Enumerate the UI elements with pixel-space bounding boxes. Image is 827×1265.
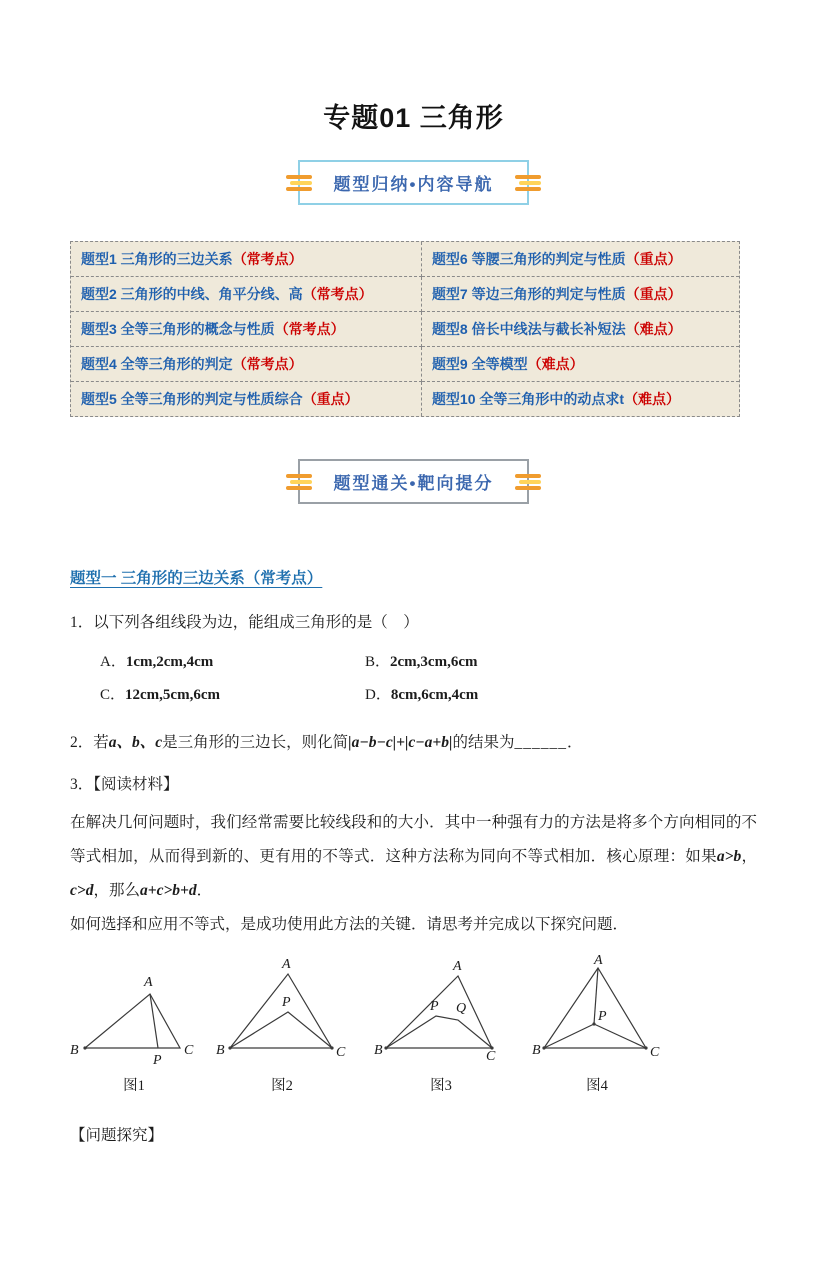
vertex-label-b: B (374, 1043, 383, 1058)
vertex-label-a: A (594, 954, 603, 968)
topic-name: 题型6 等腰三角形的判定与性质 (431, 251, 626, 267)
table-row (422, 277, 739, 312)
vertex-label-p: P (430, 999, 439, 1014)
banner-practice-label: 题型通关•靶向提分 (333, 474, 494, 493)
triangle-diagram-1 (70, 954, 198, 1072)
option-c (100, 683, 365, 704)
table-row (422, 382, 739, 416)
option-value: 1cm,2cm,4cm (125, 654, 214, 670)
topic-tag: （常考点） (232, 251, 303, 267)
topic-name: 题型7 等边三角形的判定与性质 (431, 286, 626, 302)
figure-caption: 图1 (123, 1078, 145, 1094)
method-hint-paragraph: 如何选择和应用不等式，是成功使用此方法的关键．请思考并完成以下探究问题． (70, 916, 629, 933)
question-3-stem: 3．【阅读材料】 (70, 776, 179, 793)
option-value: 2cm,3cm,6cm (390, 654, 478, 670)
vertex-label-c: C (486, 1049, 496, 1064)
topic-tag: （常考点） (274, 321, 345, 337)
banner-nav-label: 题型归纳•内容导航 (333, 175, 494, 194)
table-row (71, 347, 422, 382)
banner-nav-wrap (70, 160, 757, 205)
table-row (71, 382, 422, 416)
triple-bar-icon (286, 175, 312, 191)
topic-tag: （重点） (625, 251, 682, 267)
q3-text: ， (741, 848, 757, 865)
topic-tag: （难点） (625, 321, 682, 337)
vertex-label-p: P (282, 995, 291, 1010)
q3-text: ，那么 (93, 882, 140, 899)
option-row (100, 677, 757, 710)
vertex-label-c: C (650, 1045, 660, 1060)
table-row (71, 312, 422, 347)
section-heading: 题型一 三角形的三边关系（常考点） (70, 570, 323, 587)
topic-tag: （常考点） (232, 356, 303, 372)
topic-name: 题型5 全等三角形的判定与性质综合 (81, 391, 303, 407)
q2-math-expression: |a−b−c|+|c−a+b| (348, 734, 453, 751)
question-2-stem (70, 730, 757, 752)
q2-text: 2．若 (70, 734, 109, 751)
topic-tag: （难点） (527, 356, 584, 372)
topics-table (70, 241, 740, 417)
vertex-label-q: Q (456, 1001, 467, 1016)
q2-text: 是三角形的三边长，则化简 (162, 734, 349, 751)
vertex-label-c: C (184, 1043, 194, 1058)
option-letter: A． (100, 654, 126, 670)
reading-material-paragraph (70, 806, 757, 908)
vertex-label-p: P (598, 1009, 607, 1024)
triple-bar-icon (515, 175, 541, 191)
option-letter: D． (365, 687, 391, 703)
q3-math-a-gt-b: a>b (716, 848, 742, 865)
option-row (100, 644, 757, 677)
figure-1 (70, 954, 198, 1095)
triangle-diagram-3 (374, 954, 508, 1072)
vertex-label-a: A (453, 959, 462, 974)
table-row (71, 242, 422, 277)
vertex-label-b: B (532, 1043, 541, 1058)
table-row (422, 312, 739, 347)
banner-nav (298, 160, 530, 205)
question-1-stem: 1．以下列各组线段为边，能组成三角形的是（ ） (70, 614, 419, 631)
q2-math-abc: a、b、c (108, 734, 163, 751)
topic-name: 题型4 全等三角形的判定 (81, 356, 233, 372)
option-b (365, 650, 630, 671)
q3-text: ． (196, 882, 213, 899)
option-d (365, 683, 630, 704)
q2-text: 的结果为 (452, 734, 515, 751)
topic-name: 题型1 三角形的三边关系 (81, 251, 233, 267)
topic-name: 题型2 三角形的中线、角平分线、高 (81, 286, 303, 302)
triangle-diagram-4 (532, 954, 662, 1072)
option-letter: C． (100, 687, 126, 703)
figure-caption: 图3 (430, 1078, 452, 1094)
banner-practice-wrap (70, 459, 757, 504)
q2-text: ． (566, 734, 583, 751)
vertex-label-a: A (282, 957, 291, 972)
topic-tag: （常考点） (302, 286, 373, 302)
topic-tag: （重点） (625, 286, 682, 302)
triangle-figures-row (70, 954, 757, 1095)
figure-caption: 图4 (586, 1078, 608, 1094)
vertex-label-b: B (216, 1043, 225, 1058)
question-1-options (70, 644, 757, 710)
vertex-label-p: P (153, 1053, 162, 1068)
option-value: 12cm,5cm,6cm (125, 687, 220, 703)
topic-tag: （难点） (624, 391, 681, 407)
topic-name: 题型10 全等三角形中的动点求t (431, 391, 625, 407)
vertex-label-a: A (144, 975, 153, 990)
triple-bar-icon (515, 474, 541, 490)
table-row (71, 277, 422, 312)
topic-name: 题型3 全等三角形的概念与性质 (81, 321, 275, 337)
q3-math-c-gt-d: c>d (70, 882, 94, 899)
figure-caption: 图2 (271, 1078, 293, 1094)
figure-2 (216, 954, 348, 1095)
worksheet-page (0, 96, 827, 1145)
vertex-label-c: C (336, 1045, 346, 1060)
banner-practice (298, 459, 530, 504)
figure-3 (374, 954, 508, 1095)
triple-bar-icon (286, 474, 312, 490)
topic-name: 题型9 全等模型 (431, 356, 528, 372)
answer-blank: ______ (514, 734, 567, 751)
problem-exploration-heading: 【问题探究】 (70, 1127, 164, 1144)
table-row (422, 347, 739, 382)
q3-text: 在解决几何问题时，我们经常需要比较线段和的大小．其中一种强有力的方法是将多个方向相同的不等式相加，从而得到新的、更有用的不等式．这种方法称为同向不等式相加．核心原理：如果 (70, 814, 757, 865)
triangle-diagram-2 (216, 954, 348, 1072)
option-value: 8cm,6cm,4cm (390, 687, 479, 703)
option-a (100, 650, 365, 671)
topic-tag: （重点） (302, 391, 359, 407)
page-title: 专题01 三角形 (323, 103, 504, 133)
option-letter: B． (365, 654, 391, 670)
table-row (422, 242, 739, 277)
topic-name: 题型8 倍长中线法与截长补短法 (431, 321, 626, 337)
vertex-label-b: B (70, 1043, 79, 1058)
figure-4 (532, 954, 662, 1095)
q3-math-sum: a+c>b+d (139, 882, 197, 899)
